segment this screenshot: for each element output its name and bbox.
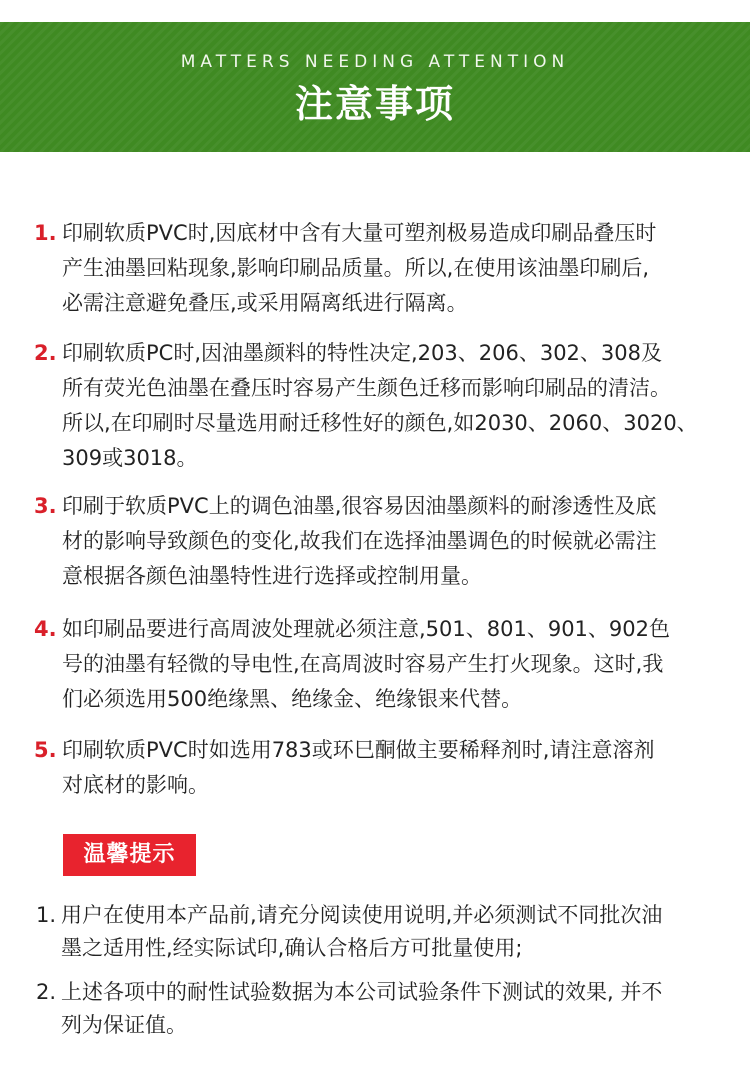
notice-line: 印刷于软质PVC上的调色油墨,很容易因油墨颜料的耐渗透性及底 [62, 494, 657, 518]
tip-item-text [61, 899, 736, 965]
notice-item-text [62, 733, 738, 803]
tip-line: 列为保证值。 [61, 1013, 187, 1037]
notice-item-text [62, 489, 738, 594]
notice-item-number: 3. [34, 494, 57, 518]
notice-line: 印刷软质PVC时,因底材中含有大量可塑剂极易造成印刷品叠压时 [62, 221, 657, 245]
notice-line: 所有荧光色油墨在叠压时容易产生颜色迁移而影响印刷品的清洁。 [62, 376, 671, 400]
notice-item-4 [34, 612, 738, 717]
tip-item-number: 1. [36, 903, 57, 927]
notice-item-5 [34, 733, 738, 803]
notice-item-text [62, 336, 738, 476]
notice-line: 印刷软质PVC时如选用783或环巳酮做主要稀释剂时,请注意溶剂 [62, 738, 655, 762]
notice-item-number: 4. [34, 617, 57, 641]
notice-line: 309或3018。 [62, 446, 198, 470]
notice-line: 所以,在印刷时尽量选用耐迁移性好的颜色,如2030、2060、3020、 [62, 411, 698, 435]
tip-line: 用户在使用本产品前,请充分阅读使用说明,并必须测试不同批次油 [61, 903, 663, 927]
notice-item-text [62, 612, 738, 717]
header-title: 注意事项 [294, 82, 455, 126]
tip-line: 上述各项中的耐性试验数据为本公司试验条件下测试的效果, 并不 [61, 980, 663, 1004]
notice-line: 们必须选用500绝缘黑、绝缘金、绝缘银来代替。 [62, 687, 523, 711]
notice-item-number: 1. [34, 221, 57, 245]
notice-item-text [62, 216, 738, 321]
notice-item-3 [34, 489, 738, 594]
tips-badge: 温馨提示 [63, 834, 196, 876]
tip-item-number: 2. [36, 980, 57, 1004]
notice-line: 产生油墨回粘现象,影响印刷品质量。所以,在使用该油墨印刷后, [62, 256, 650, 280]
header-subtitle: MATTERS NEEDING ATTENTION [180, 52, 570, 72]
notice-line: 号的油墨有轻微的导电性,在高周波时容易产生打火现象。这时,我 [62, 652, 664, 676]
tip-item-2 [36, 976, 736, 1042]
tip-item-text [61, 976, 736, 1042]
notice-line: 印刷软质PC时,因油墨颜料的特性决定,203、206、302、308及 [62, 341, 663, 365]
notice-line: 必需注意避免叠压,或采用隔离纸进行隔离。 [62, 291, 468, 315]
notice-item-1 [34, 216, 738, 321]
notice-item-number: 2. [34, 341, 57, 365]
notice-item-number: 5. [34, 738, 57, 762]
notice-item-2 [34, 336, 738, 476]
header-banner [0, 22, 750, 152]
notice-line: 如印刷品要进行高周波处理就必须注意,501、801、901、902色 [62, 617, 671, 641]
notice-line: 对底材的影响。 [62, 773, 209, 797]
tip-item-1 [36, 899, 736, 965]
notice-line: 材的影响导致颜色的变化,故我们在选择油墨调色的时候就必需注 [62, 529, 657, 553]
tip-line: 墨之适用性,经实际试印,确认合格后方可批量使用; [61, 936, 523, 960]
notice-line: 意根据各颜色油墨特性进行选择或控制用量。 [62, 564, 482, 588]
